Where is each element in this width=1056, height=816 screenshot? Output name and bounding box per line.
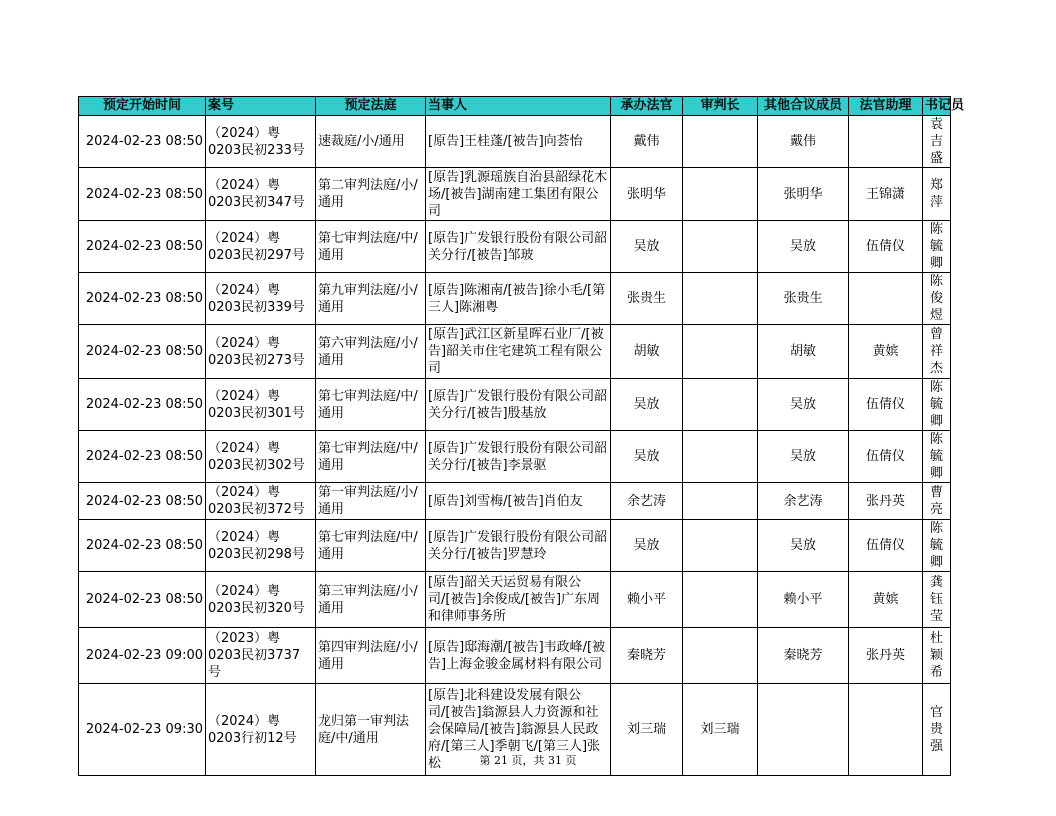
cell-court: 第七审判法庭/中/通用 — [316, 221, 426, 273]
col-header-court: 预定法庭 — [316, 97, 426, 116]
cell-time: 2024-02-23 08:50 — [79, 273, 206, 325]
cell-members: 赖小平 — [758, 572, 849, 628]
cell-parties: [原告]北科建设发展有限公司/[被告]翁源县人力资源和社会保障局/[被告]翁源县人民政府/[第三人]季朝飞/[第三人]张松 — [426, 684, 611, 776]
cell-judge: 秦晓芳 — [611, 628, 683, 684]
cell-case: （2024）粤0203民初273号 — [206, 325, 316, 379]
cell-court: 速裁庭/小/通用 — [316, 116, 426, 168]
cell-case: （2024）粤0203民初233号 — [206, 116, 316, 168]
cell-parties: [原告]广发银行股份有限公司韶关分行/[被告]殷基放 — [426, 379, 611, 431]
cell-clerk: 陈毓卿 — [923, 379, 951, 431]
cell-clerk: 陈俊煜 — [923, 273, 951, 325]
cell-chief — [683, 273, 758, 325]
cell-time: 2024-02-23 08:50 — [79, 325, 206, 379]
col-header-members: 其他合议成员 — [758, 97, 849, 116]
cell-clerk: 曹亮 — [923, 483, 951, 520]
cell-time: 2024-02-23 08:50 — [79, 221, 206, 273]
cell-assistant: 张丹英 — [849, 483, 923, 520]
cell-assistant: 黄嫔 — [849, 572, 923, 628]
cell-chief — [683, 168, 758, 221]
cell-chief — [683, 431, 758, 483]
cell-members: 张贵生 — [758, 273, 849, 325]
table-row — [79, 116, 951, 168]
cell-court: 第六审判法庭/小/通用 — [316, 325, 426, 379]
cell-time: 2024-02-23 08:50 — [79, 520, 206, 572]
cell-time: 2024-02-23 08:50 — [79, 431, 206, 483]
table-row — [79, 325, 951, 379]
table-row — [79, 221, 951, 273]
cell-assistant: 张丹英 — [849, 628, 923, 684]
cell-parties: [原告]乳源瑶族自治县韶绿花木场/[被告]湖南建工集团有限公司 — [426, 168, 611, 221]
cell-parties: [原告]邸海潮/[被告]韦政峰/[被告]上海金骏金属材料有限公司 — [426, 628, 611, 684]
cell-court: 第三审判法庭/小/通用 — [316, 572, 426, 628]
cell-parties: [原告]武江区新星晖石业厂/[被告]韶关市住宅建筑工程有限公司 — [426, 325, 611, 379]
col-header-case: 案号 — [206, 97, 316, 116]
cell-clerk: 陈毓卿 — [923, 431, 951, 483]
cell-court: 第七审判法庭/中/通用 — [316, 431, 426, 483]
cell-time: 2024-02-23 08:50 — [79, 572, 206, 628]
cell-clerk: 陈毓卿 — [923, 520, 951, 572]
cell-assistant: 王锦潇 — [849, 168, 923, 221]
cell-case: （2024）粤0203民初372号 — [206, 483, 316, 520]
cell-chief — [683, 379, 758, 431]
page-number: 第 21 页，共 31 页 — [479, 754, 577, 767]
table-row — [79, 520, 951, 572]
cell-parties: [原告]韶关天运贸易有限公司/[被告]余俊成/[被告]广东周和律师事务所 — [426, 572, 611, 628]
cell-case: （2024）粤0203民初339号 — [206, 273, 316, 325]
cell-members: 吴放 — [758, 379, 849, 431]
cell-chief — [683, 520, 758, 572]
cell-case: （2024）粤0203民初297号 — [206, 221, 316, 273]
cell-assistant — [849, 116, 923, 168]
cell-members: 戴伟 — [758, 116, 849, 168]
cell-assistant: 黄嫔 — [849, 325, 923, 379]
cell-court: 第七审判法庭/中/通用 — [316, 520, 426, 572]
cell-court: 第九审判法庭/小/通用 — [316, 273, 426, 325]
cell-assistant: 伍倩仪 — [849, 221, 923, 273]
cell-time: 2024-02-23 08:50 — [79, 116, 206, 168]
cell-members: 余艺涛 — [758, 483, 849, 520]
table-row — [79, 431, 951, 483]
col-header-parties: 当事人 — [426, 97, 611, 116]
table-row — [79, 483, 951, 520]
cell-case: （2024）粤0203民初347号 — [206, 168, 316, 221]
cell-chief — [683, 221, 758, 273]
cell-court: 第二审判法庭/小/通用 — [316, 168, 426, 221]
cell-court: 第四审判法庭/小/通用 — [316, 628, 426, 684]
cell-judge: 余艺涛 — [611, 483, 683, 520]
cell-parties: [原告]陈湘南/[被告]徐小毛/[第三人]陈湘粤 — [426, 273, 611, 325]
table-row — [79, 168, 951, 221]
cell-time: 2024-02-23 09:30 — [79, 684, 206, 776]
cell-court: 第七审判法庭/中/通用 — [316, 379, 426, 431]
cell-judge: 张贵生 — [611, 273, 683, 325]
cell-judge: 吴放 — [611, 520, 683, 572]
cell-parties: [原告]广发银行股份有限公司韶关分行/[被告]邹玻 — [426, 221, 611, 273]
cell-assistant: 伍倩仪 — [849, 379, 923, 431]
table-row — [79, 273, 951, 325]
cell-case: （2024）粤0203民初302号 — [206, 431, 316, 483]
header-row — [79, 97, 951, 116]
col-header-assistant: 法官助理 — [849, 97, 923, 116]
cell-clerk: 郑萍 — [923, 168, 951, 221]
cell-clerk: 袁吉盛 — [923, 116, 951, 168]
cell-time: 2024-02-23 08:50 — [79, 168, 206, 221]
col-header-clerk: 书记员 — [923, 97, 951, 116]
cell-assistant: 伍倩仪 — [849, 431, 923, 483]
cell-assistant — [849, 273, 923, 325]
cell-judge: 赖小平 — [611, 572, 683, 628]
cell-time: 2024-02-23 08:50 — [79, 379, 206, 431]
cell-judge: 张明华 — [611, 168, 683, 221]
cell-chief — [683, 116, 758, 168]
table-row — [79, 379, 951, 431]
cell-judge: 刘三瑞 — [611, 684, 683, 776]
cell-members: 秦晓芳 — [758, 628, 849, 684]
table-row — [79, 628, 951, 684]
cell-members: 吴放 — [758, 520, 849, 572]
cell-parties: [原告]刘雪梅/[被告]肖伯友 — [426, 483, 611, 520]
cell-court: 龙归第一审判法庭/中/通用 — [316, 684, 426, 776]
cell-time: 2024-02-23 08:50 — [79, 483, 206, 520]
cell-chief — [683, 628, 758, 684]
cell-members: 张明华 — [758, 168, 849, 221]
cell-court: 第一审判法庭/小/通用 — [316, 483, 426, 520]
cell-judge: 吴放 — [611, 379, 683, 431]
cell-members: 胡敏 — [758, 325, 849, 379]
col-header-judge: 承办法官 — [611, 97, 683, 116]
cell-chief: 刘三瑞 — [683, 684, 758, 776]
cell-judge: 吴放 — [611, 431, 683, 483]
col-header-time: 预定开始时间 — [79, 97, 206, 116]
cell-clerk: 陈毓卿 — [923, 221, 951, 273]
col-header-chief: 审判长 — [683, 97, 758, 116]
cell-parties: [原告]王桂蓬/[被告]向荟怡 — [426, 116, 611, 168]
cell-chief — [683, 325, 758, 379]
cell-members: 吴放 — [758, 221, 849, 273]
cell-parties: [原告]广发银行股份有限公司韶关分行/[被告]李景驱 — [426, 431, 611, 483]
cell-time: 2024-02-23 09:00 — [79, 628, 206, 684]
cell-chief — [683, 483, 758, 520]
cell-clerk: 曾祥杰 — [923, 325, 951, 379]
cell-case: （2024）粤0203行初12号 — [206, 684, 316, 776]
cell-case: （2024）粤0203民初301号 — [206, 379, 316, 431]
cell-judge: 戴伟 — [611, 116, 683, 168]
cell-chief — [683, 572, 758, 628]
cell-judge: 胡敏 — [611, 325, 683, 379]
cell-case: （2023）粤0203民初3737号 — [206, 628, 316, 684]
cell-judge: 吴放 — [611, 221, 683, 273]
cell-assistant: 伍倩仪 — [849, 520, 923, 572]
cell-clerk: 官贵强 — [923, 684, 951, 776]
cell-parties: [原告]广发银行股份有限公司韶关分行/[被告]罗慧玲 — [426, 520, 611, 572]
table-row — [79, 572, 951, 628]
cell-members: 吴放 — [758, 431, 849, 483]
hearing-schedule-table — [78, 96, 965, 776]
cell-clerk: 龚钰莹 — [923, 572, 951, 628]
cell-case: （2024）粤0203民初298号 — [206, 520, 316, 572]
cell-case: （2024）粤0203民初320号 — [206, 572, 316, 628]
cell-clerk: 杜颖希 — [923, 628, 951, 684]
